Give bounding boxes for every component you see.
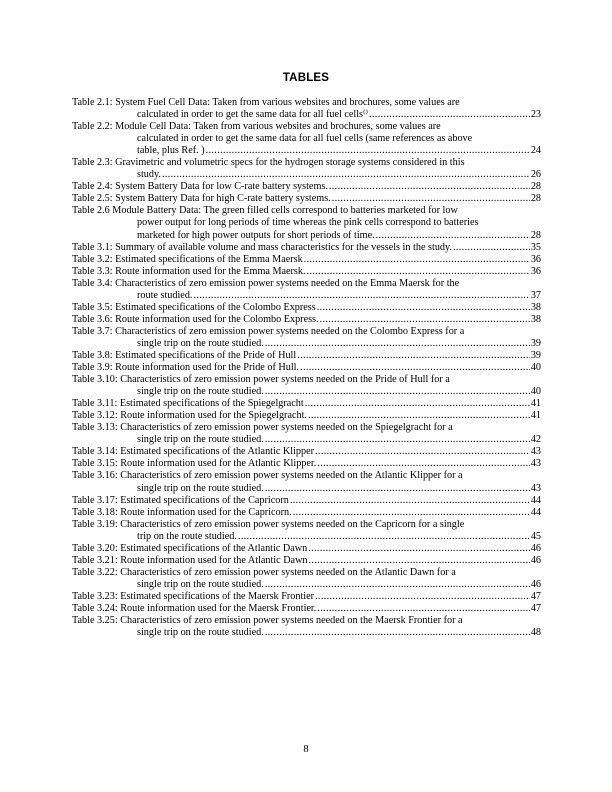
toc-entry-text: single trip on the route studied. xyxy=(137,482,264,494)
toc-entry[interactable] xyxy=(72,555,541,567)
toc-entry-text: Table 2.2: Module Cell Data: Taken from various websites and brochures, some values are xyxy=(72,121,441,133)
dot-leader xyxy=(315,591,530,603)
toc-entry-text: table, plus Ref. ) xyxy=(137,145,205,157)
toc-entry-title xyxy=(72,543,541,555)
toc-page-number: 28 xyxy=(530,229,541,241)
toc-entry[interactable] xyxy=(72,374,541,398)
toc-entry-title xyxy=(72,567,541,579)
dot-leader xyxy=(317,458,530,470)
toc-entry[interactable] xyxy=(72,242,541,254)
toc-entry-text: Table 3.8: Estimated specifications of the Pride of Hull xyxy=(72,349,297,361)
toc-entry-text: Table 2.3: Gravimetric and volumetric specs for the hydrogen storage systems considered in this xyxy=(72,157,465,169)
toc-page-number: 36 xyxy=(530,253,541,265)
toc-entry-continuation xyxy=(72,531,541,543)
toc-entry[interactable] xyxy=(72,181,541,193)
toc-entry-text: Table 3.3: Route information used for the Emma Maersk. xyxy=(72,265,306,277)
toc-page-number: 28 xyxy=(530,193,541,205)
toc-entry-continuation xyxy=(72,290,541,302)
toc-entry-title xyxy=(72,278,541,290)
toc-entry-text: calculated in order to get the same data for all fuel cells⁽⁾ xyxy=(137,109,369,121)
toc-entry-text: Table 3.11: Estimated specifications of the Spiegelgracht xyxy=(72,398,304,410)
dot-leader xyxy=(206,145,530,157)
toc-entry-text: Table 3.9: Route information used for the Pride of Hull. xyxy=(72,362,300,374)
toc-entry[interactable] xyxy=(72,266,541,278)
dot-leader xyxy=(265,627,530,639)
toc-entry-continuation xyxy=(72,434,541,446)
toc-page-number: 41 xyxy=(530,410,541,422)
toc-entry-title xyxy=(72,495,541,507)
dot-leader xyxy=(305,398,530,410)
dot-leader xyxy=(193,290,529,302)
toc-entry-text: single trip on the route studied. xyxy=(137,386,264,398)
toc-page-number: 41 xyxy=(530,398,541,410)
toc-page-number: 26 xyxy=(530,169,541,181)
dot-leader xyxy=(308,410,530,422)
toc-entry-title xyxy=(72,591,541,603)
toc-entry[interactable] xyxy=(72,326,541,350)
toc-entry-text: Table 3.23: Estimated specifications of the Maersk Frontier xyxy=(72,590,315,602)
toc-entry-text: Table 3.4: Characteristics of zero emission power systems needed on the Emma Maersk for the xyxy=(72,277,460,289)
toc-entry[interactable] xyxy=(72,193,541,205)
toc-entry-title xyxy=(72,302,541,314)
toc-entry-title xyxy=(72,121,541,133)
toc-entry-title xyxy=(72,519,541,531)
toc-entry-continuation xyxy=(72,109,541,121)
toc-entry-continuation xyxy=(72,230,541,242)
toc-entry-continuation xyxy=(72,579,541,591)
toc-entry[interactable] xyxy=(72,567,541,591)
toc-entry-title xyxy=(72,446,541,458)
dot-leader xyxy=(308,543,530,555)
toc-entry[interactable] xyxy=(72,278,541,302)
dot-leader xyxy=(162,169,530,181)
toc-entry-title xyxy=(72,326,541,338)
dot-leader xyxy=(265,386,530,398)
dot-leader xyxy=(290,495,530,507)
toc-entry-text: study. xyxy=(137,169,161,181)
toc-entry-title xyxy=(72,254,541,266)
toc-entry-continuation xyxy=(72,133,541,145)
dot-leader xyxy=(300,362,530,374)
toc-entry-text: single trip on the route studied. xyxy=(137,434,264,446)
toc-entry-title xyxy=(72,314,541,326)
toc-entry[interactable] xyxy=(72,507,541,519)
toc-entry-text: Table 2.5: System Battery Data for high C-rate battery systems. xyxy=(72,193,331,205)
table-of-tables xyxy=(72,97,541,639)
dot-leader xyxy=(315,446,530,458)
toc-entry-text: calculated in order to get the same data for all fuel cells (same references as above xyxy=(137,133,473,145)
toc-entry-text: Table 3.20: Estimated specifications of the Atlantic Dawn xyxy=(72,542,308,554)
toc-entry-continuation xyxy=(72,483,541,495)
dot-leader xyxy=(238,531,530,543)
toc-page-number: 39 xyxy=(530,337,541,349)
toc-entry[interactable] xyxy=(72,97,541,121)
dot-leader xyxy=(369,109,530,121)
toc-page-number: 47 xyxy=(530,590,541,602)
dot-leader xyxy=(376,230,530,242)
toc-entry-text: Table 3.1: Summary of available volume and mass characteristics for the vessels in the study. xyxy=(72,241,452,253)
toc-entry-continuation xyxy=(72,145,541,157)
toc-entry-text: Table 3.22: Characteristics of zero emission power systems needed on the Atlantic Dawn for a xyxy=(72,566,456,578)
toc-entry-continuation xyxy=(72,386,541,398)
toc-entry[interactable] xyxy=(72,470,541,494)
toc-entry[interactable] xyxy=(72,398,541,410)
toc-entry[interactable] xyxy=(72,254,541,266)
dot-leader xyxy=(307,266,530,278)
toc-page-number: 42 xyxy=(530,434,541,446)
toc-entry[interactable] xyxy=(72,615,541,639)
toc-entry-title xyxy=(72,603,541,615)
toc-entry-title xyxy=(72,555,541,567)
toc-entry-text: marketed for high power outputs for short periods of time. xyxy=(137,229,375,241)
toc-page-number: 36 xyxy=(530,265,541,277)
dot-leader xyxy=(317,603,530,615)
toc-entry-text: Table 3.13: Characteristics of zero emission power systems needed on the Spiegelgracht for a xyxy=(72,422,453,434)
dot-leader xyxy=(320,314,530,326)
toc-entry-text: Table 3.2: Estimated specifications of the Emma Maersk xyxy=(72,253,303,265)
toc-entry-text: Table 3.5: Estimated specifications of the Colombo Express xyxy=(72,301,316,313)
toc-page-number: 38 xyxy=(530,313,541,325)
toc-entry-text: route studied. xyxy=(137,289,193,301)
toc-page-number: 48 xyxy=(530,627,541,639)
toc-entry[interactable] xyxy=(72,519,541,543)
toc-entry-title xyxy=(72,422,541,434)
toc-entry-title xyxy=(72,181,541,193)
toc-page-number: 43 xyxy=(530,482,541,494)
toc-page-number: 44 xyxy=(530,506,541,518)
dot-leader xyxy=(297,350,530,362)
toc-entry[interactable] xyxy=(72,121,541,157)
toc-page-number: 46 xyxy=(530,578,541,590)
toc-entry-text: Table 2.1: System Fuel Cell Data: Taken from various websites and brochures, some values are xyxy=(72,97,460,108)
dot-leader xyxy=(265,434,530,446)
toc-entry[interactable] xyxy=(72,495,541,507)
toc-entry[interactable] xyxy=(72,591,541,603)
toc-page-number: 43 xyxy=(530,458,541,470)
toc-page-number: 47 xyxy=(530,602,541,614)
toc-page-number: 44 xyxy=(530,494,541,506)
toc-entry-title xyxy=(72,410,541,422)
toc-entry[interactable] xyxy=(72,350,541,362)
toc-page-number: 24 xyxy=(530,145,541,157)
toc-entry[interactable] xyxy=(72,446,541,458)
toc-page-number: 37 xyxy=(530,289,541,301)
toc-entry[interactable] xyxy=(72,157,541,181)
toc-entry-text: Table 3.24: Route information used for the Maersk Frontier. xyxy=(72,602,317,614)
toc-entry-title xyxy=(72,458,541,470)
toc-entry-title xyxy=(72,362,541,374)
toc-entry-text: Table 3.19: Characteristics of zero emission power systems needed on the Capricorn for a single xyxy=(72,518,465,530)
toc-page-number: 39 xyxy=(530,349,541,361)
dot-leader xyxy=(317,302,530,314)
toc-entry-text: single trip on the route studied. xyxy=(137,337,264,349)
page-number: 8 xyxy=(303,744,309,755)
toc-entry-title xyxy=(72,615,541,627)
toc-entry-title xyxy=(72,193,541,205)
dot-leader xyxy=(453,242,530,254)
toc-page-number: 43 xyxy=(530,446,541,458)
toc-entry[interactable] xyxy=(72,205,541,241)
toc-entry[interactable] xyxy=(72,410,541,422)
page-title: TABLES xyxy=(282,72,330,84)
toc-entry-text: Table 2.6 Module Battery Data: The green filled cells correspond to batteries marketed for low xyxy=(72,205,458,217)
toc-entry-title xyxy=(72,398,541,410)
toc-entry[interactable] xyxy=(72,422,541,446)
dot-leader xyxy=(265,579,530,591)
toc-entry-text: Table 3.15: Route information used for the Atlantic Klipper. xyxy=(72,458,317,470)
toc-entry[interactable] xyxy=(72,362,541,374)
toc-entry-title xyxy=(72,266,541,278)
toc-page-number: 40 xyxy=(530,386,541,398)
toc-entry-text: Table 3.16: Characteristics of zero emission power systems needed on the Atlantic Klipper for a xyxy=(72,470,463,482)
toc-entry-text: power output for long periods of time whereas the pink cells correspond to batteries xyxy=(137,217,479,229)
toc-entry-title xyxy=(72,242,541,254)
toc-page-number: 23 xyxy=(530,109,541,121)
toc-entry-text: Table 3.6: Route information used for the Colombo Express. xyxy=(72,313,319,325)
toc-entry-text: Table 2.4: System Battery Data for low C-rate battery systems. xyxy=(72,181,328,193)
toc-entry-text: single trip on the route studied. xyxy=(137,627,264,639)
toc-entry-text: Table 3.25: Characteristics of zero emission power systems needed on the Maersk Frontier for a xyxy=(72,615,463,627)
toc-entry-title xyxy=(72,470,541,482)
toc-page-number: 46 xyxy=(530,542,541,554)
toc-entry-text: single trip on the route studied. xyxy=(137,578,264,590)
toc-page-number: 28 xyxy=(530,181,541,193)
toc-entry[interactable] xyxy=(72,543,541,555)
toc-page-number: 40 xyxy=(530,362,541,374)
toc-entry-title xyxy=(72,97,541,109)
toc-entry-continuation xyxy=(72,338,541,350)
toc-entry-text: Table 3.18: Route information used for the Capricorn. xyxy=(72,506,292,518)
toc-entry-text: Table 3.10: Characteristics of zero emission power systems needed on the Pride of Hull for a xyxy=(72,374,450,386)
dot-leader xyxy=(265,483,530,495)
toc-entry-title xyxy=(72,350,541,362)
toc-entry-text: Table 3.21: Route information used for the Atlantic Dawn xyxy=(72,554,308,566)
dot-leader xyxy=(293,507,530,519)
toc-entry[interactable] xyxy=(72,603,541,615)
dot-leader xyxy=(304,254,530,266)
toc-entry[interactable] xyxy=(72,458,541,470)
toc-page-number: 45 xyxy=(530,530,541,542)
toc-page-number: 46 xyxy=(530,554,541,566)
dot-leader xyxy=(265,338,530,350)
toc-entry-title xyxy=(72,205,541,217)
toc-entry-continuation xyxy=(72,217,541,229)
toc-entry-text: Table 3.17: Estimated specifications of the Capricorn xyxy=(72,494,289,506)
toc-entry-continuation xyxy=(72,627,541,639)
toc-entry-text: trip on the route studied. xyxy=(137,530,237,542)
toc-entry-title xyxy=(72,374,541,386)
toc-entry-continuation xyxy=(72,169,541,181)
toc-entry-text: Table 3.14: Estimated specifications of the Atlantic Klipper xyxy=(72,446,315,458)
toc-page-number: 35 xyxy=(530,241,541,253)
toc-entry[interactable] xyxy=(72,302,541,314)
toc-entry-text: Table 3.12: Route information used for the Spiegelgracht. xyxy=(72,410,307,422)
dot-leader xyxy=(309,555,530,567)
toc-entry-title xyxy=(72,157,541,169)
dot-leader xyxy=(329,181,530,193)
toc-entry-text: Table 3.7: Characteristics of zero emission power systems needed on the Colombo Express for a xyxy=(72,325,465,337)
toc-entry-title xyxy=(72,507,541,519)
toc-page-number: 38 xyxy=(530,301,541,313)
toc-entry[interactable] xyxy=(72,314,541,326)
dot-leader xyxy=(332,193,530,205)
